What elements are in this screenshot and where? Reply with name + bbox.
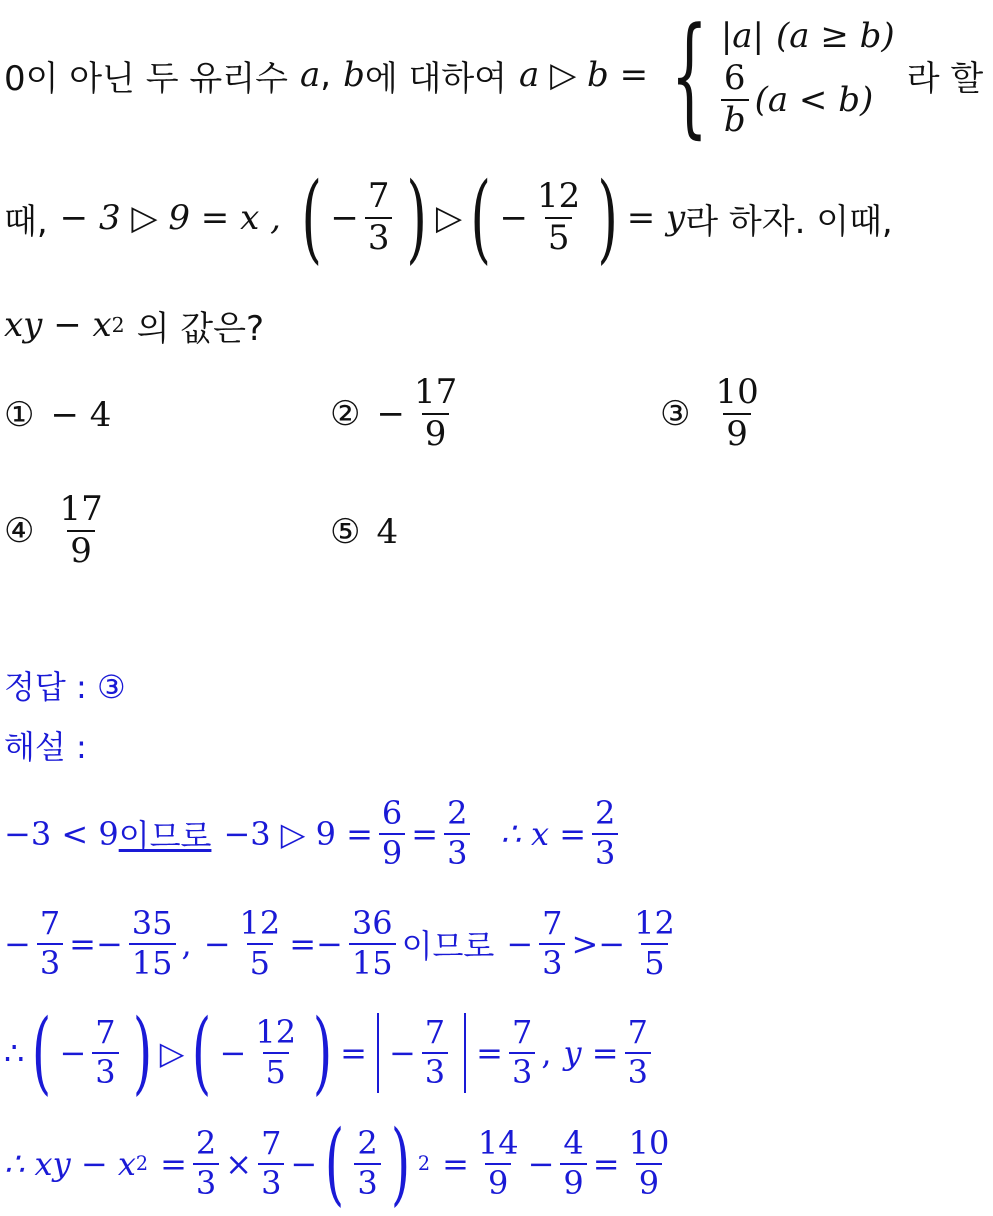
definition-lhs: a ▷ b = xyxy=(519,55,649,95)
math-fragment: 12 xyxy=(634,904,675,943)
math-fragment: 3 xyxy=(92,1052,118,1090)
math-fragment: 3 xyxy=(37,943,63,981)
sol-final-lhs: ∴ xy − x xyxy=(4,1145,136,1183)
math-fragment: 7 xyxy=(511,1013,533,1052)
problem-line2-start: 때, xyxy=(4,201,48,242)
math-fragment: =− xyxy=(289,925,343,963)
math-fragment: − xyxy=(527,1145,555,1183)
problem-line-3: xy − x 2 의 값은? xyxy=(4,295,264,355)
fraction xyxy=(354,1124,380,1202)
math-fragment: = xyxy=(592,1145,620,1183)
comma: , xyxy=(320,55,332,95)
sol-inequality: −3 < 9 xyxy=(4,815,119,853)
math-fragment: 3 xyxy=(625,1052,651,1090)
math-fragment: − xyxy=(506,925,534,963)
sol-word-imeuro: 이므로 xyxy=(118,817,212,855)
fraction xyxy=(193,1124,219,1202)
math-fragment: 3 xyxy=(193,1163,219,1201)
math-fragment: 5 xyxy=(545,217,573,257)
math-fragment: ▷ xyxy=(435,198,463,238)
math-fragment: ∴ xyxy=(4,1034,25,1072)
expr-eq-y: = y xyxy=(626,198,686,238)
left-paren-icon: ( xyxy=(32,1000,52,1105)
math-fragment: 7 xyxy=(39,904,61,943)
answer-label: 정답 : ③ xyxy=(4,668,126,706)
right-paren-icon: ) xyxy=(312,1000,333,1105)
math-fragment: 2 xyxy=(195,1124,217,1163)
fraction xyxy=(592,794,618,872)
math-fragment: 5 xyxy=(641,943,667,981)
math-fragment: 3 xyxy=(365,217,393,257)
left-paren-icon: ( xyxy=(192,1000,212,1105)
math-fragment: 3 xyxy=(354,1163,380,1201)
fraction-neg-12-5 xyxy=(534,176,583,258)
math-fragment: − xyxy=(290,1145,318,1183)
var-a: a xyxy=(299,55,321,95)
left-paren-icon: ( xyxy=(301,162,322,274)
right-paren-icon: ) xyxy=(406,162,428,274)
fraction xyxy=(349,904,396,982)
sol-expr: −3 ▷ 9 = xyxy=(223,815,373,853)
option-value: − 4 xyxy=(50,395,112,435)
math-fragment: = xyxy=(160,1145,187,1183)
explanation-label: 해설 : xyxy=(4,728,87,766)
math-fragment: 2 xyxy=(357,1124,378,1163)
math-fragment: − xyxy=(203,925,231,963)
option-fraction: $\frac{17}{9}$ xyxy=(413,372,458,454)
fraction xyxy=(258,1124,284,1202)
option-marker: ① xyxy=(4,395,35,435)
solution-line-1 xyxy=(4,788,624,880)
var-b: b xyxy=(343,55,365,95)
math-fragment: >− xyxy=(571,925,626,963)
math-fragment: 5 xyxy=(247,943,273,981)
right-paren-icon: ) xyxy=(132,1000,152,1105)
math-fragment: = xyxy=(340,1034,367,1072)
math-fragment: − xyxy=(388,1034,416,1072)
math-fragment: − xyxy=(4,925,31,963)
abs-bar-left-icon xyxy=(377,1013,379,1093)
option-2[interactable] xyxy=(330,368,466,460)
math-fragment: 12 xyxy=(255,1013,297,1052)
math-fragment: 2 xyxy=(447,794,468,833)
math-fragment: 4 xyxy=(563,1124,584,1163)
problem-line2-end: 라 하자. 이때, xyxy=(685,201,893,242)
math-fragment: 7 xyxy=(261,1124,282,1163)
fraction xyxy=(92,1013,118,1091)
fraction xyxy=(379,794,405,872)
math-fragment: − xyxy=(330,198,359,238)
math-fragment: − xyxy=(219,1034,247,1072)
option-3[interactable] xyxy=(660,368,768,460)
math-fragment: 15 xyxy=(129,943,176,981)
math-fragment: 3 xyxy=(592,833,618,871)
fraction xyxy=(631,904,678,982)
option-1[interactable] xyxy=(4,385,111,445)
option-marker: ② xyxy=(330,394,361,434)
math-fragment: = xyxy=(476,1034,503,1072)
math-fragment: 3 xyxy=(258,1163,284,1201)
math-fragment: − xyxy=(59,1034,87,1072)
math-fragment: 9 xyxy=(636,1163,662,1201)
math-fragment: = xyxy=(442,1145,469,1183)
math-fragment: 7 xyxy=(95,1013,116,1052)
option-4[interactable] xyxy=(4,485,112,577)
sol-therefore-x: ∴ x = xyxy=(500,815,586,853)
case-2-condition: (a < b) xyxy=(754,80,874,120)
left-brace-icon: { xyxy=(670,0,709,151)
fraction-neg-7-3 xyxy=(365,176,393,258)
solution-line-4: ∴ xy − x 2 = $\frac{2}{3}$ × $\frac{7}{3}$ − ( $\frac{2}{3}$ ) 2 = $\frac{14}{9}$ − $\frac{4}{9}$ = $\frac{10}{9}$ xyxy=(4,1118,678,1210)
problem-line-1 xyxy=(4,0,983,150)
right-paren-icon: ) xyxy=(597,162,619,274)
math-fragment: − xyxy=(499,198,529,238)
problem-mid-text: 에 대하여 xyxy=(364,58,508,99)
option-marker: ④ xyxy=(4,511,35,551)
option-sign: − xyxy=(376,394,405,434)
option-fraction: $\frac{17}{9}$ xyxy=(59,489,103,571)
math-fragment: , xyxy=(541,1034,552,1072)
fraction xyxy=(560,1124,586,1202)
case-1-condition: (a ≥ b) xyxy=(776,16,895,57)
math-fragment: 6 xyxy=(723,58,746,99)
math-fragment: 7 xyxy=(627,1013,648,1052)
abs-bar-right-icon xyxy=(464,1013,466,1093)
math-fragment: 36 xyxy=(351,904,393,943)
fraction xyxy=(539,904,565,982)
expr-x-definition: − 3 ▷ 9 = x , xyxy=(59,198,281,238)
math-fragment: 6 xyxy=(381,794,403,833)
right-paren-icon: ) xyxy=(390,1111,410,1216)
math-fragment: 3 xyxy=(422,1052,448,1090)
math-fragment: 14 xyxy=(477,1124,519,1163)
fraction xyxy=(422,1013,448,1091)
math-fragment: 9 xyxy=(560,1163,586,1201)
fraction xyxy=(625,1013,651,1091)
math-fragment xyxy=(721,58,895,140)
fraction xyxy=(509,1013,535,1091)
piecewise-definition xyxy=(648,0,895,151)
math-fragment: 5 xyxy=(263,1052,289,1090)
math-fragment: 9 xyxy=(379,833,405,871)
math-fragment xyxy=(721,11,895,61)
solution-line-3 xyxy=(4,1000,657,1105)
fraction xyxy=(626,1124,673,1202)
math-fragment: 9 xyxy=(485,1163,511,1201)
option-5[interactable] xyxy=(330,502,398,562)
math-fragment: 7 xyxy=(367,176,390,217)
math-fragment: 10 xyxy=(628,1124,670,1163)
case-2-fraction xyxy=(721,58,749,140)
fraction xyxy=(252,1013,299,1091)
fraction xyxy=(444,794,470,872)
math-fragment: 7 xyxy=(424,1013,446,1052)
fraction xyxy=(129,904,176,982)
problem-intro-text: 0이 아닌 두 유리수 xyxy=(4,58,288,99)
sol-word-imeuro: 이므로 xyxy=(401,927,495,965)
times-sign: × xyxy=(225,1145,253,1183)
fraction xyxy=(237,904,284,982)
math-fragment: =− xyxy=(69,925,123,963)
math-fragment: , xyxy=(181,925,192,963)
problem-line-2 xyxy=(4,162,893,274)
option-fraction: $\frac{10}{9}$ xyxy=(715,372,759,454)
math-fragment: 35 xyxy=(131,904,173,943)
math-fragment: = xyxy=(411,815,439,853)
left-paren-icon: ( xyxy=(470,162,492,274)
math-fragment: 3 xyxy=(444,833,470,871)
expr-xy-minus-x: xy − x xyxy=(4,305,112,345)
math-fragment: 2 xyxy=(595,794,616,833)
math-fragment: 3 xyxy=(509,1052,535,1090)
math-fragment: 15 xyxy=(349,943,396,981)
math-fragment: 7 xyxy=(542,904,563,943)
math-fragment xyxy=(721,11,895,138)
math-fragment: b xyxy=(721,99,749,139)
solution-line-2 xyxy=(4,898,684,990)
fraction xyxy=(475,1124,522,1202)
problem-line3-end: 의 값은? xyxy=(136,308,265,349)
case-1-expr: |a| xyxy=(720,16,765,57)
math-fragment: ▷ xyxy=(159,1034,185,1072)
option-marker: ⑤ xyxy=(330,512,361,552)
problem-line1-end: 라 할 xyxy=(906,58,984,99)
math-fragment: 12 xyxy=(239,904,281,943)
math-fragment: 3 xyxy=(539,943,565,981)
math-fragment: 12 xyxy=(537,176,581,217)
option-value: 4 xyxy=(376,512,399,552)
sol-y-eq: y = xyxy=(563,1034,619,1072)
left-paren-icon: ( xyxy=(325,1111,345,1216)
fraction xyxy=(37,904,63,982)
option-marker: ③ xyxy=(660,394,691,434)
